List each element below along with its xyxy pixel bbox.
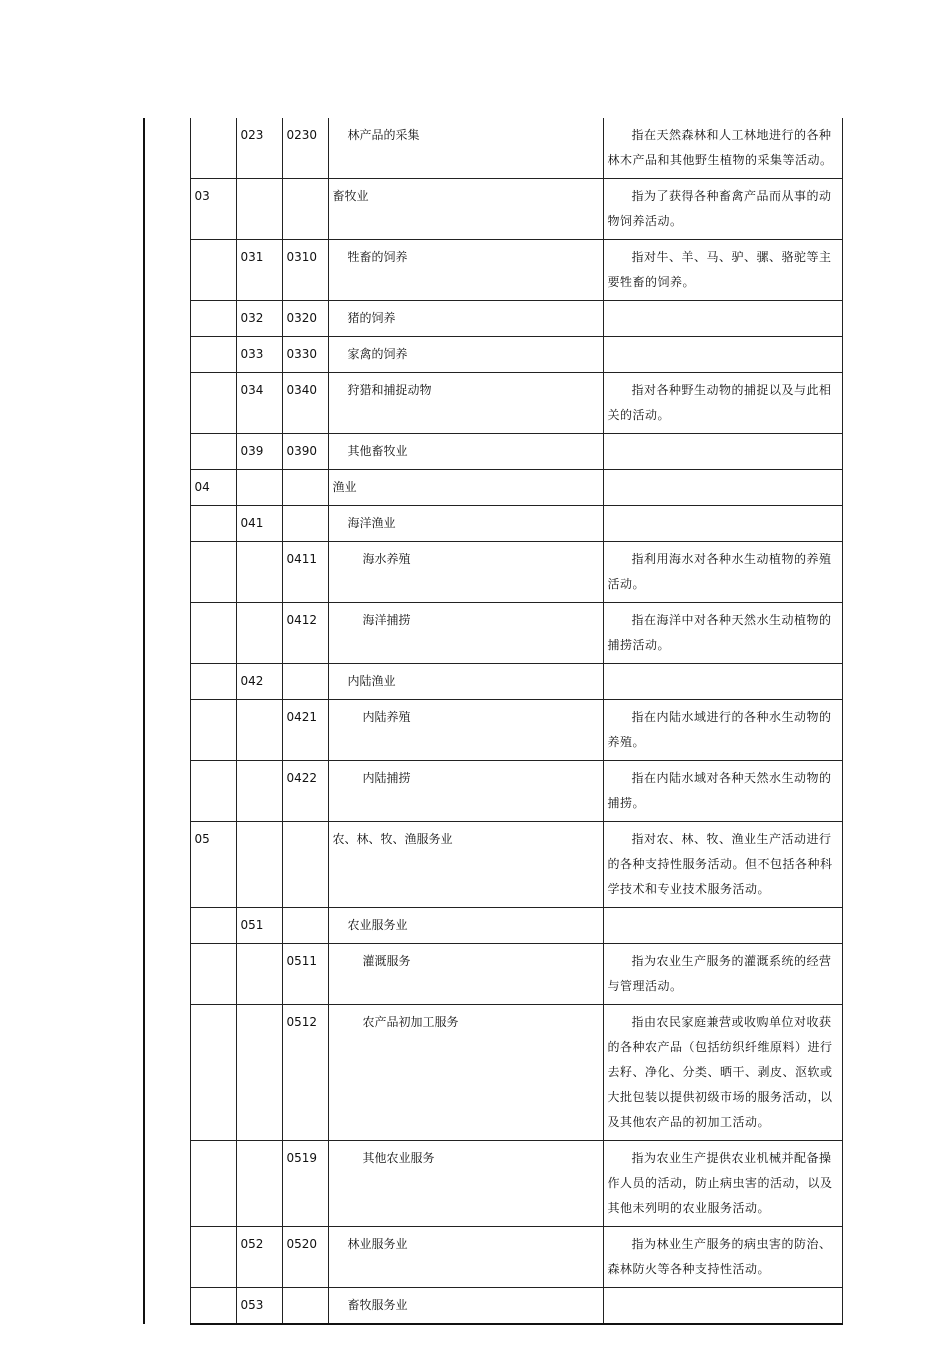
- category-name-cell: [328, 118, 603, 179]
- major-code-text: 039: [240, 444, 264, 458]
- section-code-cell: [190, 908, 236, 944]
- description-text: 指对牛、羊、马、驴、骡、骆驼等主要牲畜的饲养。: [607, 250, 832, 289]
- table-body: [144, 118, 842, 1324]
- minor-code-cell: [282, 506, 328, 542]
- left-margin-cell: [144, 603, 190, 664]
- minor-code-cell: [282, 1005, 328, 1141]
- category-name-cell: [328, 761, 603, 822]
- category-name-cell: [328, 470, 603, 506]
- major-code-cell: [236, 908, 282, 944]
- major-code-cell: [236, 1288, 282, 1325]
- major-code-cell: [236, 822, 282, 908]
- minor-code-cell: [282, 373, 328, 434]
- description-cell: [603, 337, 842, 373]
- left-margin-cell: [144, 1005, 190, 1141]
- major-code-cell: [236, 373, 282, 434]
- minor-code-text: 0310: [286, 250, 318, 264]
- category-name-cell: [328, 542, 603, 603]
- major-code-cell: [236, 240, 282, 301]
- minor-code-cell: [282, 240, 328, 301]
- description-cell: [603, 506, 842, 542]
- left-margin-cell: [144, 700, 190, 761]
- industry-classification-table-wrap: [143, 118, 841, 1325]
- section-code-cell: [190, 1227, 236, 1288]
- table-row: [144, 1288, 842, 1325]
- minor-code-cell: [282, 1227, 328, 1288]
- table-row: [144, 603, 842, 664]
- table-row: [144, 240, 842, 301]
- major-code-cell: [236, 506, 282, 542]
- category-name-cell: [328, 240, 603, 301]
- table-row: [144, 301, 842, 337]
- category-name-cell: [328, 337, 603, 373]
- category-name-text: 农产品初加工服务: [362, 1015, 459, 1029]
- section-code-cell: [190, 700, 236, 761]
- category-name-text: 家禽的饲养: [347, 347, 408, 361]
- category-name-text: 灌溉服务: [362, 954, 411, 968]
- description-cell: [603, 603, 842, 664]
- minor-code-cell: [282, 1288, 328, 1325]
- minor-code-text: 0330: [286, 347, 318, 361]
- major-code-cell: [236, 664, 282, 700]
- minor-code-text: 0390: [286, 444, 318, 458]
- section-code-cell: [190, 1005, 236, 1141]
- description-text: 指在海洋中对各种天然水生动植物的捕捞活动。: [607, 613, 832, 652]
- category-name-cell: [328, 822, 603, 908]
- table-row: [144, 1005, 842, 1141]
- description-text: 指在内陆水域对各种天然水生动物的捕捞。: [607, 771, 832, 810]
- category-name-cell: [328, 1288, 603, 1325]
- major-code-cell: [236, 761, 282, 822]
- minor-code-cell: [282, 434, 328, 470]
- left-margin-cell: [144, 179, 190, 240]
- minor-code-cell: [282, 301, 328, 337]
- section-code-cell: [190, 1288, 236, 1325]
- major-code-text: 041: [240, 516, 264, 530]
- category-name-cell: [328, 908, 603, 944]
- section-code-cell: [190, 337, 236, 373]
- major-code-text: 051: [240, 918, 264, 932]
- minor-code-cell: [282, 470, 328, 506]
- category-name-cell: [328, 1227, 603, 1288]
- category-name-text: 其他农业服务: [362, 1151, 435, 1165]
- table-row: [144, 542, 842, 603]
- left-margin-cell: [144, 822, 190, 908]
- table-row: [144, 700, 842, 761]
- left-margin-cell: [144, 908, 190, 944]
- category-name-text: 其他畜牧业: [347, 444, 408, 458]
- description-cell: [603, 822, 842, 908]
- section-code-cell: [190, 506, 236, 542]
- category-name-text: 畜牧服务业: [347, 1298, 408, 1312]
- major-code-cell: [236, 179, 282, 240]
- description-cell: [603, 664, 842, 700]
- minor-code-cell: [282, 337, 328, 373]
- left-margin-cell: [144, 118, 190, 179]
- description-cell: [603, 1005, 842, 1141]
- description-text: 指在天然森林和人工林地进行的各种林木产品和其他野生植物的采集等活动。: [607, 128, 833, 167]
- table-row: [144, 470, 842, 506]
- major-code-cell: [236, 603, 282, 664]
- description-cell: [603, 434, 842, 470]
- minor-code-cell: [282, 761, 328, 822]
- section-code-text: 04: [194, 480, 210, 494]
- minor-code-text: 0320: [286, 311, 318, 325]
- left-margin-cell: [144, 542, 190, 603]
- major-code-text: 033: [240, 347, 264, 361]
- major-code-text: 042: [240, 674, 264, 688]
- minor-code-text: 0411: [286, 552, 318, 566]
- major-code-text: 023: [240, 128, 264, 142]
- category-name-cell: [328, 700, 603, 761]
- category-name-text: 海洋渔业: [347, 516, 396, 530]
- minor-code-text: 0421: [286, 710, 318, 724]
- major-code-text: 032: [240, 311, 264, 325]
- description-text: 指在内陆水域进行的各种水生动物的养殖。: [607, 710, 832, 749]
- category-name-text: 猪的饲养: [347, 311, 396, 325]
- left-margin-cell: [144, 664, 190, 700]
- major-code-text: 053: [240, 1298, 264, 1312]
- minor-code-cell: [282, 179, 328, 240]
- minor-code-text: 0511: [286, 954, 318, 968]
- left-margin-cell: [144, 1288, 190, 1325]
- left-margin-cell: [144, 944, 190, 1005]
- description-text: 指对各种野生动物的捕捉以及与此相关的活动。: [607, 383, 832, 422]
- minor-code-text: 0512: [286, 1015, 318, 1029]
- section-code-cell: [190, 373, 236, 434]
- major-code-cell: [236, 301, 282, 337]
- category-name-cell: [328, 603, 603, 664]
- description-cell: [603, 240, 842, 301]
- section-code-cell: [190, 118, 236, 179]
- section-code-cell: [190, 944, 236, 1005]
- left-margin-cell: [144, 337, 190, 373]
- description-text: 指为林业生产服务的病虫害的防治、森林防火等各种支持性活动。: [607, 1237, 832, 1276]
- category-name-text: 畜牧业: [332, 189, 369, 203]
- left-margin-cell: [144, 301, 190, 337]
- description-cell: [603, 761, 842, 822]
- minor-code-cell: [282, 700, 328, 761]
- description-cell: [603, 118, 842, 179]
- description-cell: [603, 542, 842, 603]
- minor-code-cell: [282, 542, 328, 603]
- section-code-cell: [190, 603, 236, 664]
- description-cell: [603, 373, 842, 434]
- minor-code-text: 0340: [286, 383, 318, 397]
- major-code-cell: [236, 118, 282, 179]
- table-row: [144, 822, 842, 908]
- description-cell: [603, 700, 842, 761]
- section-code-text: 05: [194, 832, 210, 846]
- section-code-cell: [190, 1141, 236, 1227]
- section-code-cell: [190, 434, 236, 470]
- table-row: [144, 179, 842, 240]
- category-name-text: 内陆渔业: [347, 674, 396, 688]
- industry-classification-table: [143, 118, 843, 1325]
- section-code-cell: [190, 179, 236, 240]
- major-code-text: 052: [240, 1237, 264, 1251]
- left-margin-cell: [144, 1141, 190, 1227]
- minor-code-text: 0422: [286, 771, 318, 785]
- description-text: 指由农民家庭兼营或收购单位对收获的各种农产品（包括纺织纤维原料）进行去籽、净化、分类、晒干、剥皮、沤软或大批包装以提供初级市场的服务活动，以及其他农产品的初加工活动。: [607, 1015, 833, 1129]
- section-code-cell: [190, 470, 236, 506]
- table-row: [144, 118, 842, 179]
- description-text: 指利用海水对各种水生动植物的养殖活动。: [607, 552, 832, 591]
- section-code-cell: [190, 761, 236, 822]
- description-cell: [603, 1227, 842, 1288]
- major-code-cell: [236, 1005, 282, 1141]
- section-code-text: 03: [194, 189, 210, 203]
- category-name-cell: [328, 506, 603, 542]
- minor-code-text: 0519: [286, 1151, 318, 1165]
- description-text: 指为农业生产提供农业机械并配备操作人员的活动，防止病虫害的活动，以及其他未列明的农业服务活动。: [607, 1151, 833, 1215]
- description-text: 指对农、林、牧、渔业生产活动进行的各种支持性服务活动。但不包括各种科学技术和专业技术服务活动。: [607, 832, 833, 896]
- category-name-text: 牲畜的饲养: [347, 250, 408, 264]
- category-name-text: 内陆养殖: [362, 710, 411, 724]
- left-margin-cell: [144, 761, 190, 822]
- description-cell: [603, 301, 842, 337]
- category-name-text: 海洋捕捞: [362, 613, 411, 627]
- left-margin-cell: [144, 373, 190, 434]
- section-code-cell: [190, 301, 236, 337]
- minor-code-text: 0520: [286, 1237, 318, 1251]
- category-name-cell: [328, 664, 603, 700]
- category-name-cell: [328, 373, 603, 434]
- category-name-cell: [328, 1141, 603, 1227]
- table-row: [144, 506, 842, 542]
- section-code-cell: [190, 542, 236, 603]
- major-code-cell: [236, 470, 282, 506]
- minor-code-text: 0230: [286, 128, 318, 142]
- category-name-cell: [328, 301, 603, 337]
- left-margin-cell: [144, 506, 190, 542]
- table-row: [144, 337, 842, 373]
- major-code-text: 031: [240, 250, 264, 264]
- major-code-cell: [236, 700, 282, 761]
- minor-code-cell: [282, 1141, 328, 1227]
- major-code-cell: [236, 434, 282, 470]
- minor-code-cell: [282, 603, 328, 664]
- category-name-text: 渔业: [332, 480, 357, 494]
- left-margin-cell: [144, 240, 190, 301]
- minor-code-cell: [282, 822, 328, 908]
- description-cell: [603, 470, 842, 506]
- category-name-text: 海水养殖: [362, 552, 411, 566]
- category-name-text: 内陆捕捞: [362, 771, 411, 785]
- category-name-text: 农、林、牧、渔服务业: [332, 832, 453, 846]
- major-code-cell: [236, 1227, 282, 1288]
- description-cell: [603, 908, 842, 944]
- description-cell: [603, 179, 842, 240]
- major-code-cell: [236, 1141, 282, 1227]
- major-code-cell: [236, 542, 282, 603]
- category-name-cell: [328, 944, 603, 1005]
- left-margin-cell: [144, 470, 190, 506]
- category-name-text: 林业服务业: [347, 1237, 408, 1251]
- table-row: [144, 434, 842, 470]
- table-row: [144, 664, 842, 700]
- section-code-cell: [190, 664, 236, 700]
- table-row: [144, 944, 842, 1005]
- major-code-cell: [236, 944, 282, 1005]
- category-name-text: 狩猎和捕捉动物: [347, 383, 432, 397]
- table-row: [144, 373, 842, 434]
- minor-code-cell: [282, 944, 328, 1005]
- description-text: 指为了获得各种畜禽产品而从事的动物饲养活动。: [607, 189, 832, 228]
- section-code-cell: [190, 822, 236, 908]
- section-code-cell: [190, 240, 236, 301]
- category-name-text: 农业服务业: [347, 918, 408, 932]
- description-text: 指为农业生产服务的灌溉系统的经营与管理活动。: [607, 954, 832, 993]
- category-name-text: 林产品的采集: [347, 128, 420, 142]
- category-name-cell: [328, 1005, 603, 1141]
- table-row: [144, 1141, 842, 1227]
- table-row: [144, 908, 842, 944]
- description-cell: [603, 944, 842, 1005]
- table-row: [144, 1227, 842, 1288]
- category-name-cell: [328, 179, 603, 240]
- description-cell: [603, 1141, 842, 1227]
- category-name-cell: [328, 434, 603, 470]
- left-margin-cell: [144, 1227, 190, 1288]
- minor-code-text: 0412: [286, 613, 318, 627]
- minor-code-cell: [282, 664, 328, 700]
- major-code-text: 034: [240, 383, 264, 397]
- minor-code-cell: [282, 908, 328, 944]
- left-margin-cell: [144, 434, 190, 470]
- minor-code-cell: [282, 118, 328, 179]
- description-cell: [603, 1288, 842, 1325]
- major-code-cell: [236, 337, 282, 373]
- table-row: [144, 761, 842, 822]
